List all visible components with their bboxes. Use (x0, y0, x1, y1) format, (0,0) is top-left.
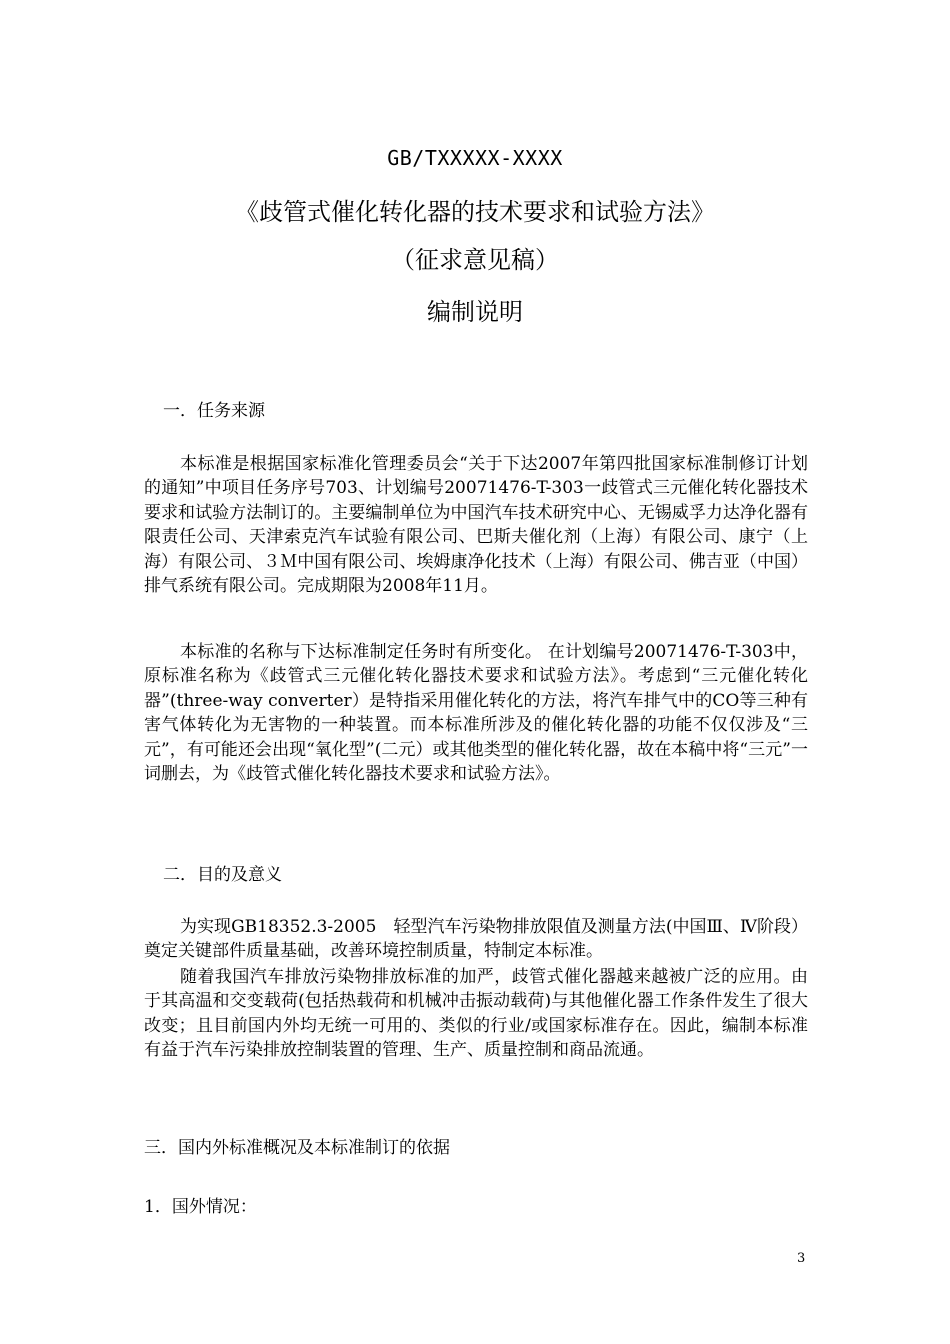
section-1-paragraph-1: 本标准是根据国家标准化管理委员会“关于下达2007年第四批国家标准制修订计划的通知”中项目任务序号703、计划编号20071476-T-303一歧管式三元催化转化器技术要求和试验方法制订的。主要编制单位为中国汽车技术研究中心、无锡威孚力达净化器有限责任公司、天津索克汽车试验有限公司、巴斯夫催化剂（上海）有限公司、康宁（上海）有限公司、３Ｍ中国有限公司、埃姆康净化技术（上海）有限公司、佛吉亚（中国）排气系统有限公司。完成期限为2008年11月。 (144, 454, 808, 597)
document-subtitle: （征求意见稿） (391, 246, 559, 274)
section-1-paragraph-2: 本标准的名称与下达标准制定任务时有所变化。 在计划编号20071476-T-303中，原标准名称为《歧管式三元催化转化器技术要求和试验方法》。考虑到“三元催化转化器”(three-way converter）是特指采用催化转化的方法，将汽车排气中的CO等三种有害气体转化为无害物的一种装置。而本标准所涉及的催化转化器的功能不仅仅涉及“三元”，有可能还会出现“氧化型”(二元）或其他类型的催化转化器，故在本稿中将“三元”一词删去，为《歧管式催化转化器技术要求和试验方法》。 (144, 642, 808, 785)
section-2-paragraph-2: 随着我国汽车排放污染物排放标准的加严，歧管式催化器越来越被广泛的应用。由于其高温和交变载荷(包括热载荷和机械冲击振动载荷)与其他催化器工作条件发生了很大改变；且目前国内外均无统一可用的、类似的行业/或国家标准存在。因此，编制本标准有益于汽车污染排放控制装置的管理、生产、质量控制和商品流通。 (144, 967, 808, 1061)
section-3-subheading: 1．国外情况： (144, 1197, 257, 1217)
section-2-paragraph-1: 为实现GB18352.3-2005 轻型汽车污染物排放限值及测量方法(中国Ⅲ、Ⅳ阶段）奠定关键部件质量基础，改善环境控制质量，特制定本标准。 (144, 917, 808, 962)
section-3-heading: 三．国内外标准概况及本标准制订的依据 (144, 1138, 450, 1158)
document-title: 《歧管式催化转化器的技术要求和试验方法》 (235, 198, 715, 226)
page-number: 3 (797, 1251, 806, 1266)
document-type: 编制说明 (427, 298, 523, 326)
standard-code: GB/TXXXXX-XXXX (387, 146, 563, 170)
section-1-heading: 一．任务来源 (163, 401, 265, 421)
section-2-heading: 二．目的及意义 (163, 865, 282, 885)
